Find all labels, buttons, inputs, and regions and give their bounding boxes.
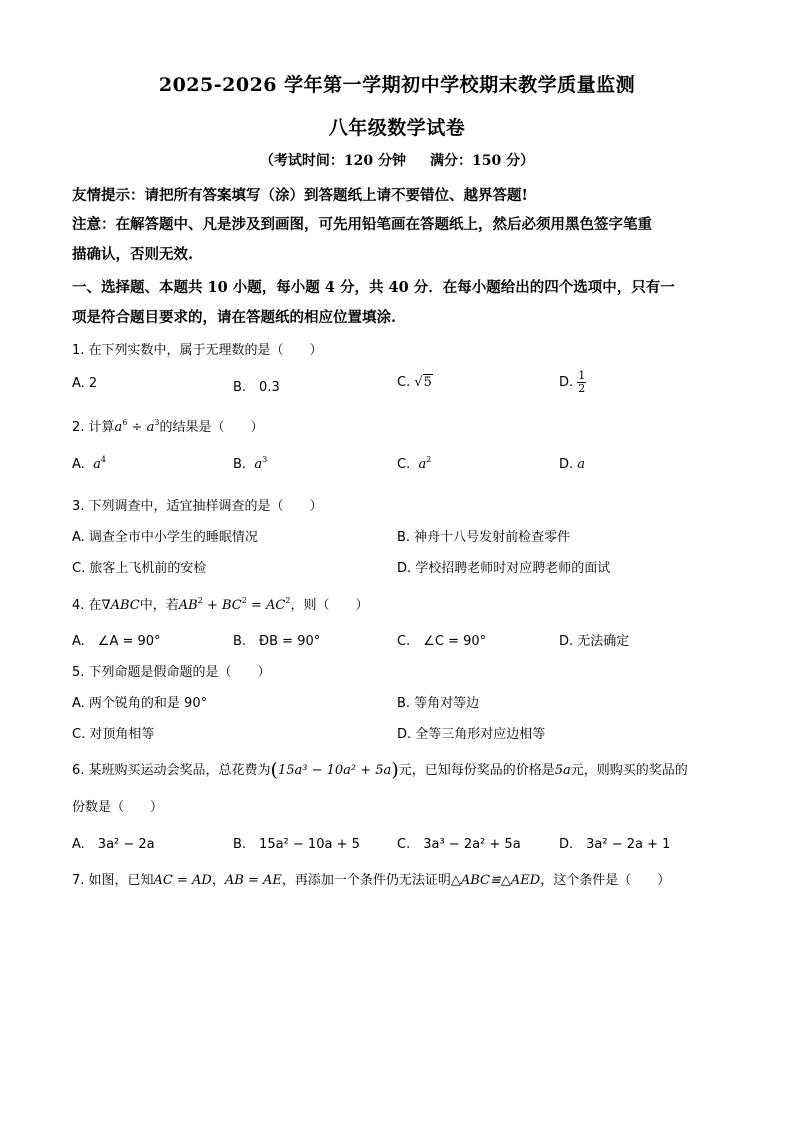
exam-title: 2025-2026 学年第一学期初中学校期末教学质量监测: [158, 74, 636, 96]
q4-option-d: D. 无法确定: [559, 634, 630, 649]
q5-option-c: C. 对顶角相等: [72, 727, 155, 742]
q4-option-c: C. ∠C = 90°: [397, 634, 487, 649]
q3-option-b: B. 神舟十八号发射前检查零件: [397, 530, 571, 545]
q4-option-b: B. ÐB = 90°: [233, 634, 321, 649]
q1-option-c: C. √5: [397, 375, 432, 390]
exam-time: （考试时间：120 分钟: [259, 153, 406, 169]
q6-option-b: B. 15a² − 10a + 5: [233, 837, 360, 852]
q5-option-a: A. 两个锐角的和是 90°: [72, 696, 208, 711]
q6-option-c: C. 3a³ − 2a² + 5a: [397, 837, 521, 852]
question-2-stem: 2. 计算$a^6 \div a^3$的结果是（ ）: [72, 418, 264, 435]
question-7-stem: 7. 如图，已知AC = AD，AB = AE，再添加一个条件仍无法证明△ABC≌△AED，这个条件是（ ）: [72, 873, 671, 888]
q1-option-b: B. 0.3: [233, 380, 280, 395]
question-6-stem-line-2: 份数是（ ）: [72, 800, 164, 815]
q3-option-a: A. 调查全市中小学生的睡眠情况: [72, 530, 258, 545]
question-3-stem: 3. 下列调查中，适宜抽样调查的是（ ）: [72, 499, 323, 514]
note-line-1: 注意：在解答题中、凡是涉及到画图，可先用铅笔画在答题纸上，然后必须用黑色签字笔重: [72, 216, 652, 233]
fraction: $\frac{1}{2}$: [578, 369, 586, 395]
q3-option-d: D. 学校招聘老师时对应聘老师的面试: [397, 561, 611, 576]
note-line-2: 描确认，否则无效.: [72, 246, 194, 263]
q2-option-a: A. $a^4$: [72, 455, 106, 472]
q6-option-a: A. 3a² − 2a: [72, 837, 155, 852]
q2-option-d: D. a: [559, 457, 586, 472]
exam-subtitle: 八年级数学试卷: [328, 117, 466, 139]
friendly-tip: 友情提示：请把所有答案填写（涂）到答题纸上请不要错位、越界答题!: [72, 187, 528, 204]
question-6-stem: 6. 某班购买运动会奖品，总花费为(15a³ − 10a² + 5a)元，已知每份奖品的价格是5a元，则购买的奖品的: [72, 759, 688, 781]
q2-option-b: B. $a^3$: [233, 455, 268, 472]
sqrt-symbol: √5: [414, 375, 432, 390]
question-5-stem: 5. 下列命题是假命题的是（ ）: [72, 665, 271, 680]
q1-option-a: A. 2: [72, 376, 98, 391]
section1-line-1: 一、选择题、本题共 10 小题，每小题 4 分，共 40 分．在每小题给出的四个选项中，只有一: [72, 279, 675, 296]
question-4-stem: 4. 在∇ABC中，若$AB^2 + BC^2 = AC^2$，则（ ）: [72, 596, 369, 613]
full-score: 满分：150 分）: [430, 153, 535, 169]
q6-option-d: D. 3a² − 2a + 1: [559, 837, 671, 852]
q2-option-c: C. $a^2$: [397, 455, 432, 472]
exam-info: [0, 150, 794, 170]
q5-option-d: D. 全等三角形对应边相等: [397, 727, 546, 742]
q5-option-b: B. 等角对等边: [397, 696, 480, 711]
q4-option-a: A. ∠A = 90°: [72, 634, 161, 649]
section1-line-2: 项是符合题目要求的，请在答题纸的相应位置填涂.: [72, 309, 397, 326]
q3-option-c: C. 旅客上飞机前的安检: [72, 561, 207, 576]
q1-option-d: D. $\frac{1}{2}$: [559, 369, 586, 395]
question-1-stem: 1. 在下列实数中，属于无理数的是（ ）: [72, 343, 323, 358]
